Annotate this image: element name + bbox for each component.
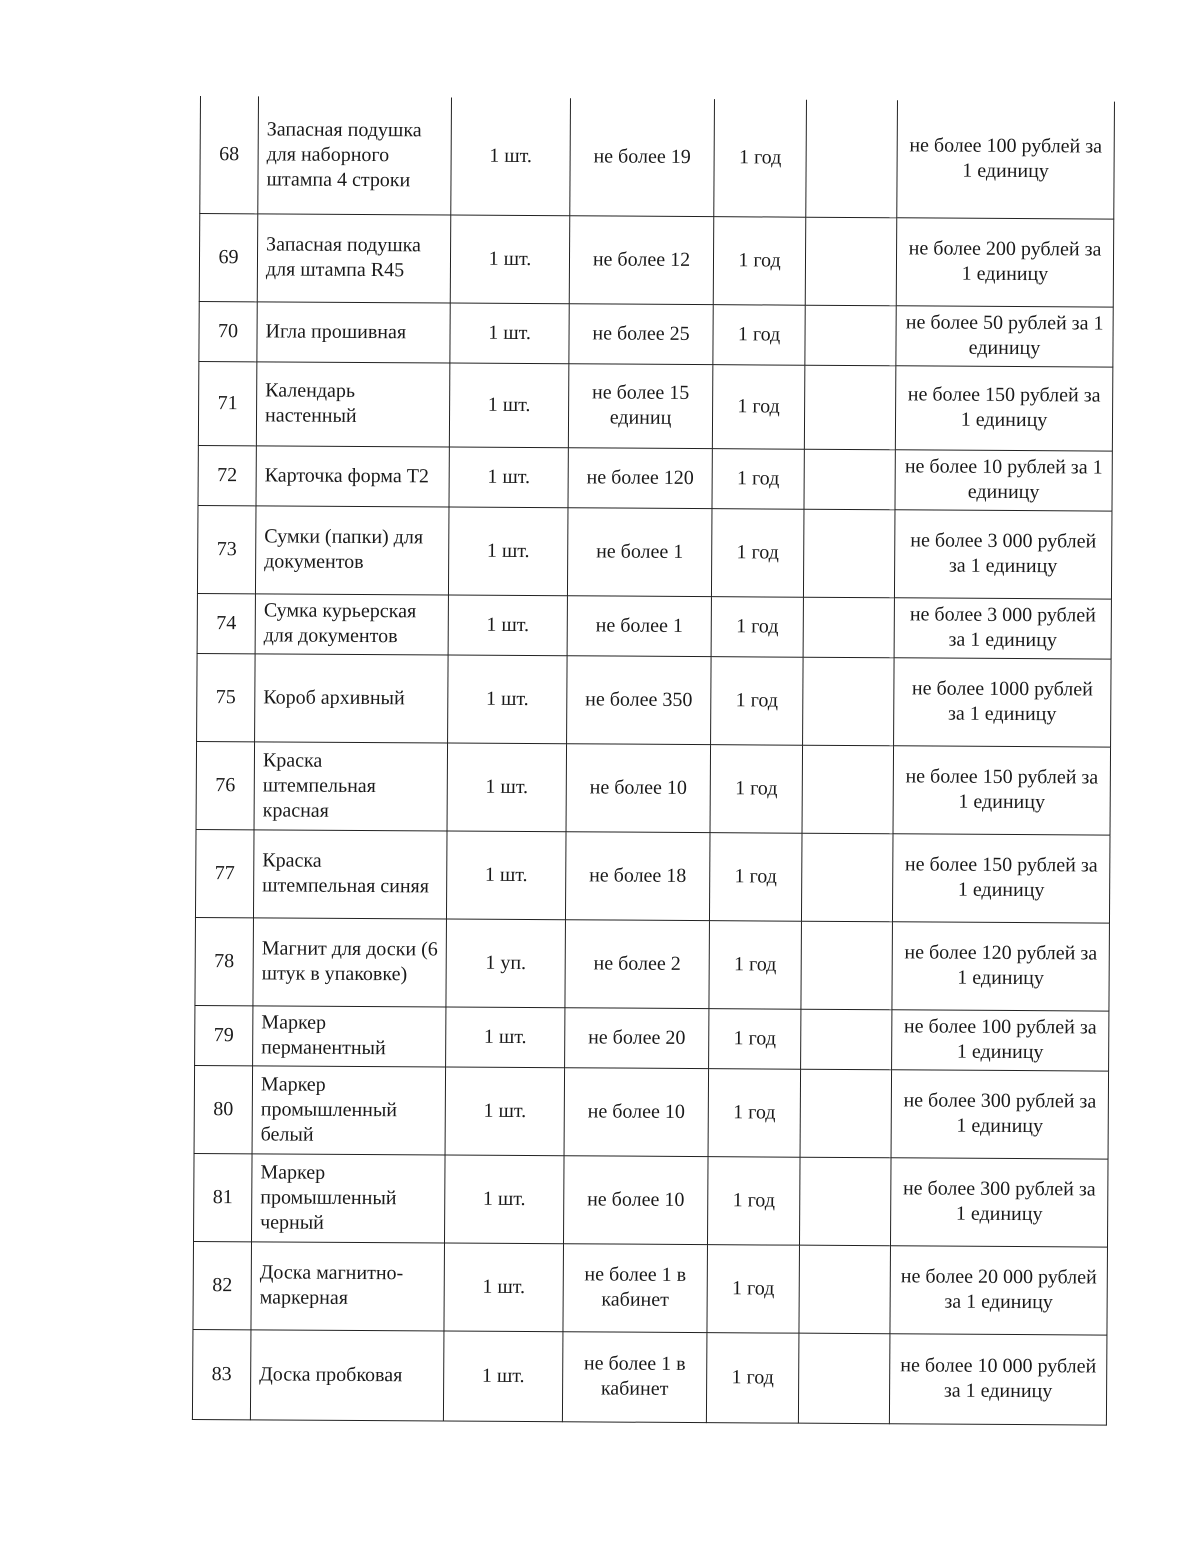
item-price: не более 200 рублей за 1 единицу (896, 217, 1114, 306)
row-number: 82 (193, 1241, 252, 1329)
item-quantity: 1 шт. (450, 303, 569, 364)
item-name: Краска штемпельная синяя (253, 830, 447, 919)
item-quantity: 1 шт. (450, 215, 570, 304)
item-period: 1 год (707, 1244, 800, 1333)
item-quantity: 1 шт. (446, 1007, 565, 1068)
item-quantity: 1 шт. (446, 831, 566, 920)
item-period: 1 год (706, 1333, 799, 1424)
row-number: 79 (195, 1005, 253, 1065)
item-period: 1 год (712, 364, 805, 449)
item-price: не более 150 рублей за 1 единицу (895, 365, 1113, 450)
item-limit: не более 20 (565, 1008, 709, 1069)
item-price: не более 300 рублей за 1 единицу (891, 1070, 1109, 1159)
item-name: Доска магнитно-маркерная (251, 1242, 445, 1331)
item-limit: не более 2 (565, 920, 710, 1009)
item-limit: не более 25 (569, 303, 713, 364)
item-extra (805, 305, 896, 366)
item-price: не более 1000 рублей за 1 единицу (894, 657, 1112, 746)
item-period: 1 год (711, 656, 804, 745)
table-row (197, 653, 1112, 747)
item-quantity: 1 шт. (443, 1331, 563, 1422)
item-limit: не более 1 в кабинет (563, 1244, 708, 1333)
item-extra (806, 100, 898, 218)
table-row (194, 1065, 1109, 1159)
item-name: Карточка форма Т2 (256, 445, 449, 506)
item-name: Магнит для доски (6 штук в упаковке) (253, 918, 447, 1007)
item-price: не более 3 000 рублей за 1 единицу (894, 597, 1111, 658)
item-extra (801, 1009, 892, 1070)
item-price: не более 3 000 рублей за 1 единицу (894, 509, 1112, 598)
item-name: Запасная подушка для наборного штампа 4 строки (258, 96, 452, 214)
item-name: Короб архивный (255, 654, 449, 743)
item-name: Маркер перманентный (253, 1006, 446, 1067)
table-row (194, 1153, 1109, 1247)
item-price: не более 10 000 рублей за 1 единицу (889, 1334, 1107, 1425)
table-row (199, 213, 1114, 307)
item-quantity: 1 шт. (444, 1243, 564, 1332)
item-limit: не более 12 (569, 215, 714, 304)
row-number: 73 (197, 505, 256, 593)
item-price: не более 120 рублей за 1 единицу (892, 922, 1110, 1011)
item-extra (802, 745, 894, 834)
item-period: 1 год (711, 508, 804, 597)
table-row (199, 301, 1113, 367)
row-number: 76 (196, 741, 255, 829)
item-quantity: 1 шт. (445, 1067, 565, 1156)
item-period: 1 год (712, 448, 804, 509)
item-quantity: 1 шт. (449, 363, 569, 448)
item-limit: не более 350 (567, 655, 712, 744)
row-number: 74 (197, 593, 255, 653)
item-extra (799, 1245, 891, 1334)
item-price: не более 150 рублей за 1 единицу (893, 745, 1111, 834)
table-row (197, 505, 1112, 599)
item-price: не более 10 рублей за 1 единицу (895, 449, 1112, 510)
row-number: 71 (198, 361, 257, 445)
row-number: 75 (197, 653, 256, 741)
item-extra (799, 1157, 891, 1246)
item-period: 1 год (708, 1068, 801, 1157)
item-period: 1 год (709, 832, 802, 921)
item-name: Календарь настенный (256, 361, 450, 446)
item-limit: не более 10 (563, 1156, 708, 1245)
item-quantity: 1 шт. (448, 655, 568, 744)
table-row (195, 829, 1110, 923)
item-limit: не более 1 (567, 507, 712, 596)
item-period: 1 год (713, 304, 805, 365)
item-quantity: 1 шт. (447, 743, 567, 832)
row-number: 69 (199, 213, 258, 301)
row-number: 78 (195, 917, 254, 1005)
item-limit: не более 120 (568, 447, 712, 508)
item-extra (801, 921, 893, 1010)
item-extra (805, 217, 897, 306)
item-period: 1 год (707, 1156, 800, 1245)
item-name: Доска пробковая (250, 1330, 444, 1421)
item-quantity: 1 шт. (448, 507, 568, 596)
item-limit: не более 10 (564, 1068, 709, 1157)
item-limit: не более 1 в кабинет (562, 1332, 707, 1423)
item-extra (803, 509, 895, 598)
item-extra (801, 833, 893, 922)
table-row (192, 1329, 1107, 1425)
table-row (195, 1005, 1109, 1071)
item-limit: не более 10 (566, 743, 711, 832)
item-quantity: 1 уп. (446, 919, 566, 1008)
row-number: 77 (195, 829, 254, 917)
row-number: 70 (199, 301, 257, 361)
row-number: 72 (198, 445, 256, 505)
item-name: Маркер промышленный белый (252, 1066, 446, 1155)
item-name: Игла прошивная (257, 301, 450, 362)
item-name: Краска штемпельная красная (254, 742, 448, 831)
item-period: 1 год (711, 596, 803, 657)
item-limit: не более 19 (570, 98, 715, 216)
item-price: не более 300 рублей за 1 единицу (890, 1158, 1108, 1247)
item-quantity: 1 шт. (449, 447, 568, 508)
item-limit: не более 18 (565, 831, 710, 920)
item-quantity: 1 шт. (448, 595, 567, 656)
row-number: 81 (194, 1153, 253, 1241)
item-extra (798, 1333, 890, 1424)
table-row (200, 96, 1115, 219)
table-row (193, 1241, 1108, 1335)
item-extra (804, 449, 895, 510)
item-period: 1 год (709, 920, 802, 1009)
item-limit: не более 1 (567, 595, 711, 656)
item-price: не более 100 рублей за 1 единицу (897, 100, 1115, 218)
item-period: 1 год (709, 1008, 801, 1069)
item-period: 1 год (710, 744, 803, 833)
row-number: 80 (194, 1065, 253, 1153)
item-extra (803, 597, 894, 658)
table-row (197, 593, 1111, 659)
item-price: не более 50 рублей за 1 единицу (896, 305, 1113, 366)
item-quantity: 1 шт. (444, 1155, 564, 1244)
item-extra (800, 1069, 892, 1158)
item-quantity: 1 шт. (451, 98, 571, 216)
item-extra (803, 657, 895, 746)
item-period: 1 год (714, 99, 807, 217)
item-price: не более 20 000 рублей за 1 единицу (890, 1246, 1108, 1335)
table-row (195, 917, 1110, 1011)
item-name: Сумка курьерская для документов (255, 594, 448, 655)
item-limit: не более 15 единиц (568, 363, 713, 448)
item-name: Запасная подушка для штампа R45 (257, 213, 451, 302)
item-price: не более 100 рублей за 1 единицу (892, 1010, 1109, 1071)
item-name: Сумки (папки) для документов (255, 505, 449, 594)
item-extra (804, 365, 896, 450)
supply-norms-table (192, 96, 1115, 1426)
row-number: 68 (200, 96, 259, 213)
table-row (198, 445, 1112, 511)
row-number: 83 (192, 1329, 251, 1419)
item-period: 1 год (713, 216, 806, 305)
table-row (196, 741, 1111, 835)
table-row (198, 361, 1112, 451)
item-price: не более 150 рублей за 1 единицу (892, 833, 1110, 922)
item-name: Маркер промышленный черный (252, 1154, 446, 1243)
